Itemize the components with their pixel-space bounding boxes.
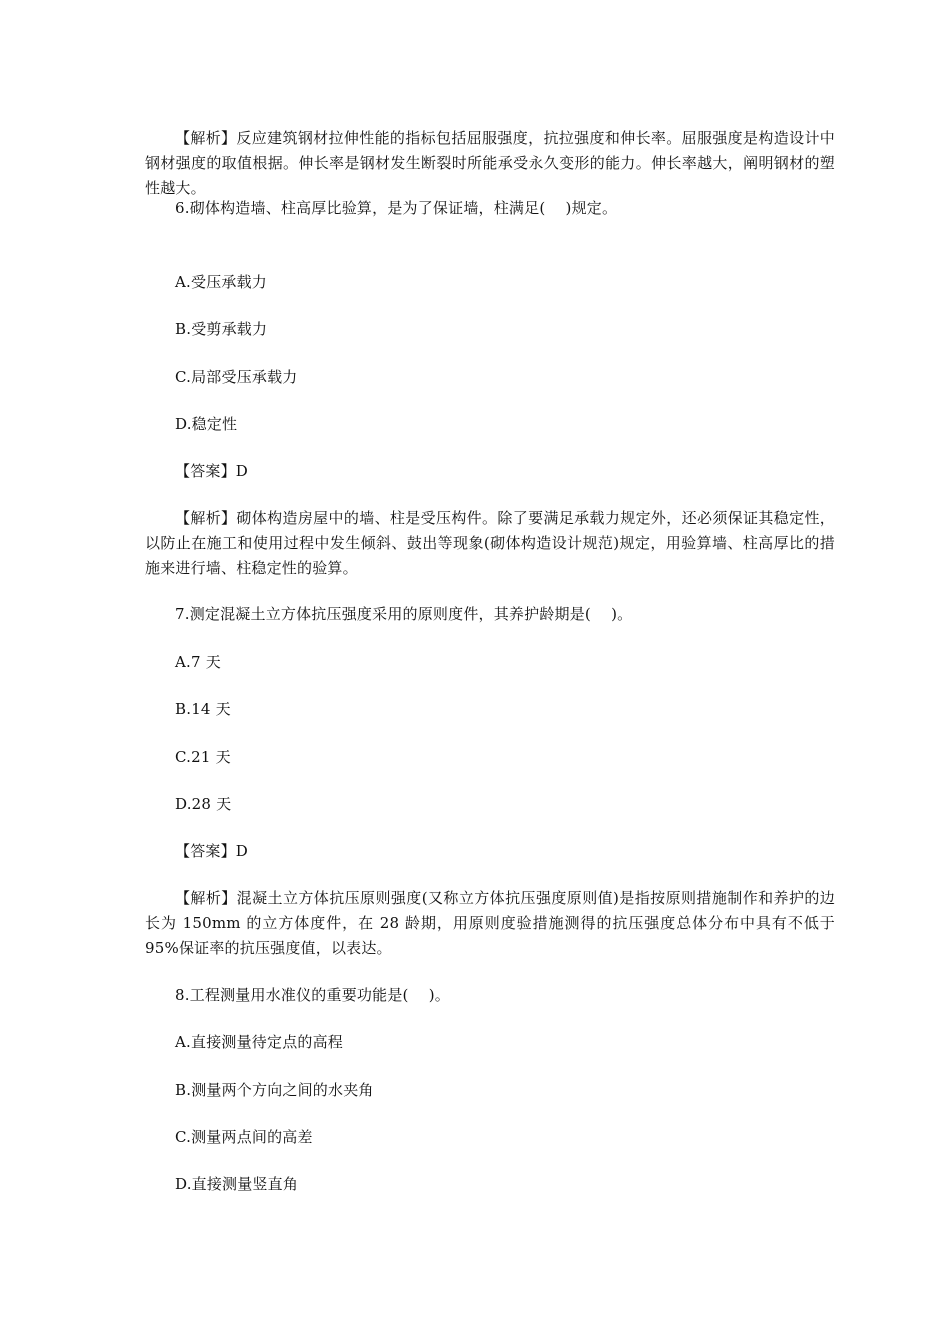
analysis-paragraph-7: 【解析】混凝土立方体抗压原则强度(又称立方体抗压强度原则值)是指按原则措施制作和养护的边长为 150mm 的立方体度件，在 28 龄期，用原则度验措施测得的抗压强度总体分布中具有不低于 95%保证率的抗压强度值，以表达。 [145, 889, 835, 957]
option-7a: A.7 天 [175, 653, 221, 671]
option-7d: D.28 天 [175, 795, 232, 813]
analysis-paragraph-5: 【解析】反应建筑钢材拉伸性能的指标包括屈服强度，抗拉强度和伸长率。屈服强度是构造设计中钢材强度的取值根据。伸长率是钢材发生断裂时所能承受永久变形的能力。伸长率越大，阐明钢材的塑性越大。 [145, 129, 835, 197]
question-7: 7.测定混凝土立方体抗压强度采用的原则度件，其养护龄期是( )。 [175, 605, 633, 623]
option-8b: B.测量两个方向之间的水夹角 [175, 1081, 374, 1099]
option-7c: C.21 天 [175, 748, 231, 766]
option-7b: B.14 天 [175, 700, 231, 718]
option-6c: C.局部受压承载力 [175, 368, 298, 386]
question-6: 6.砌体构造墙、柱高厚比验算，是为了保证墙，柱满足( )规定。 [175, 199, 618, 217]
answer-6: 【答案】D [175, 462, 249, 480]
option-6d: D.稳定性 [175, 415, 238, 433]
analysis-paragraph-6: 【解析】砌体构造房屋中的墙、柱是受压构件。除了要满足承载力规定外，还必须保证其稳定性，以防止在施工和使用过程中发生倾斜、鼓出等现象(砌体构造设计规范)规定，用验算墙、柱高厚比的措施来进行墙、柱稳定性的验算。 [145, 509, 835, 577]
option-8a: A.直接测量待定点的高程 [175, 1033, 344, 1051]
option-8c: C.测量两点间的高差 [175, 1128, 313, 1146]
question-8: 8.工程测量用水准仪的重要功能是( )。 [175, 986, 450, 1004]
answer-7: 【答案】D [175, 842, 249, 860]
option-6b: B.受剪承载力 [175, 320, 268, 338]
option-8d: D.直接测量竖直角 [175, 1175, 299, 1193]
option-6a: A.受压承载力 [175, 273, 268, 291]
